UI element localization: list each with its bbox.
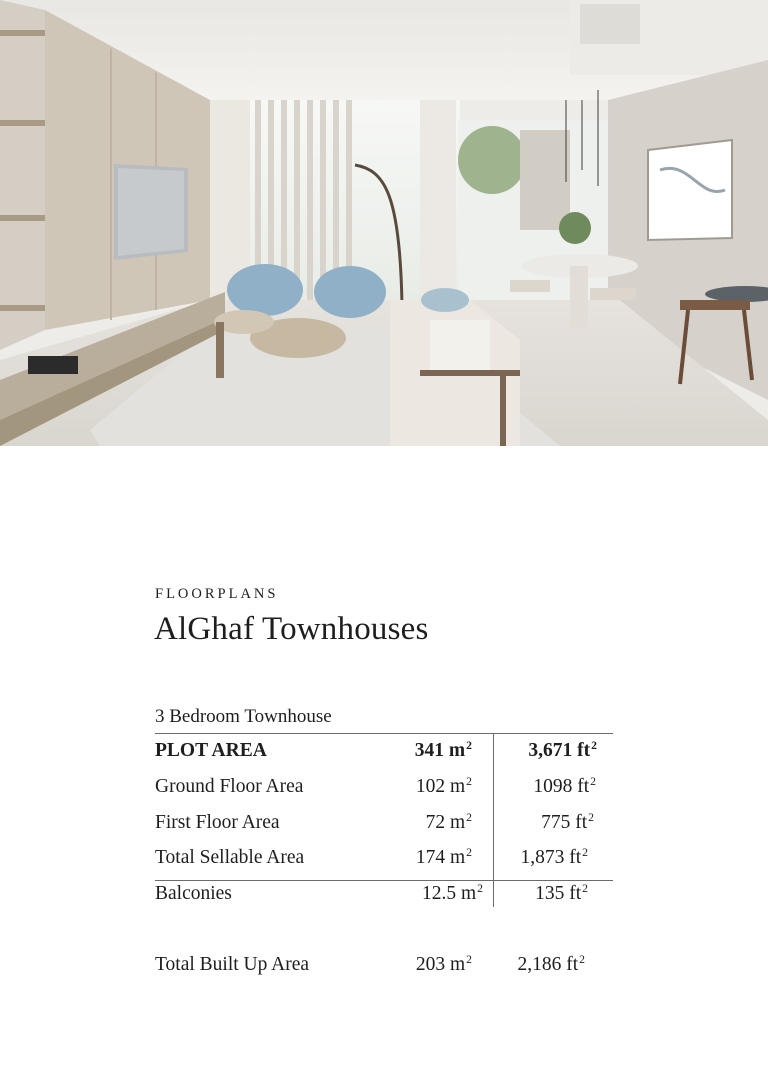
row-value-ft2: 1,873 $ft^2$ — [520, 845, 588, 868]
page-title: AlGhaf Townhouses — [154, 611, 429, 647]
row-value-ft2: 3,671 $ft^2$ — [528, 738, 597, 761]
table-row — [0, 812, 768, 842]
table-row — [0, 740, 768, 770]
table-top-rule — [155, 733, 613, 734]
table-row — [0, 847, 768, 877]
row-value-m2: 12.5 $m^2$ — [421, 881, 483, 904]
table-row — [0, 776, 768, 806]
table-caption: 3 Bedroom Townhouse — [155, 706, 332, 727]
table-mid-rule — [155, 880, 613, 881]
row-value-ft2: 1098 $ft^2$ — [533, 774, 596, 797]
table-row — [0, 883, 768, 913]
row-label: Ground Floor Area — [155, 776, 304, 797]
row-value-m2: 174 $m^2$ — [415, 845, 472, 868]
row-value-ft2: 135 $ft^2$ — [535, 881, 588, 904]
row-value-m2: 203 $m^2$ — [415, 952, 472, 975]
row-value-m2: 72 $m^2$ — [425, 810, 472, 833]
hero-image — [0, 0, 768, 446]
row-label: First Floor Area — [155, 812, 280, 833]
row-label: Total Built Up Area — [155, 954, 310, 975]
row-value-m2: 341 $m^2$ — [414, 738, 472, 761]
row-label: PLOT AREA — [155, 740, 267, 761]
table-row — [0, 954, 768, 984]
row-value-m2: 102 $m^2$ — [415, 774, 472, 797]
row-value-ft2: 2,186 $ft^2$ — [517, 952, 585, 975]
row-value-ft2: 775 $ft^2$ — [541, 810, 594, 833]
section-eyebrow: FLOORPLANS — [155, 586, 279, 602]
row-label: Balconies — [155, 883, 232, 904]
row-label: Total Sellable Area — [155, 847, 305, 868]
